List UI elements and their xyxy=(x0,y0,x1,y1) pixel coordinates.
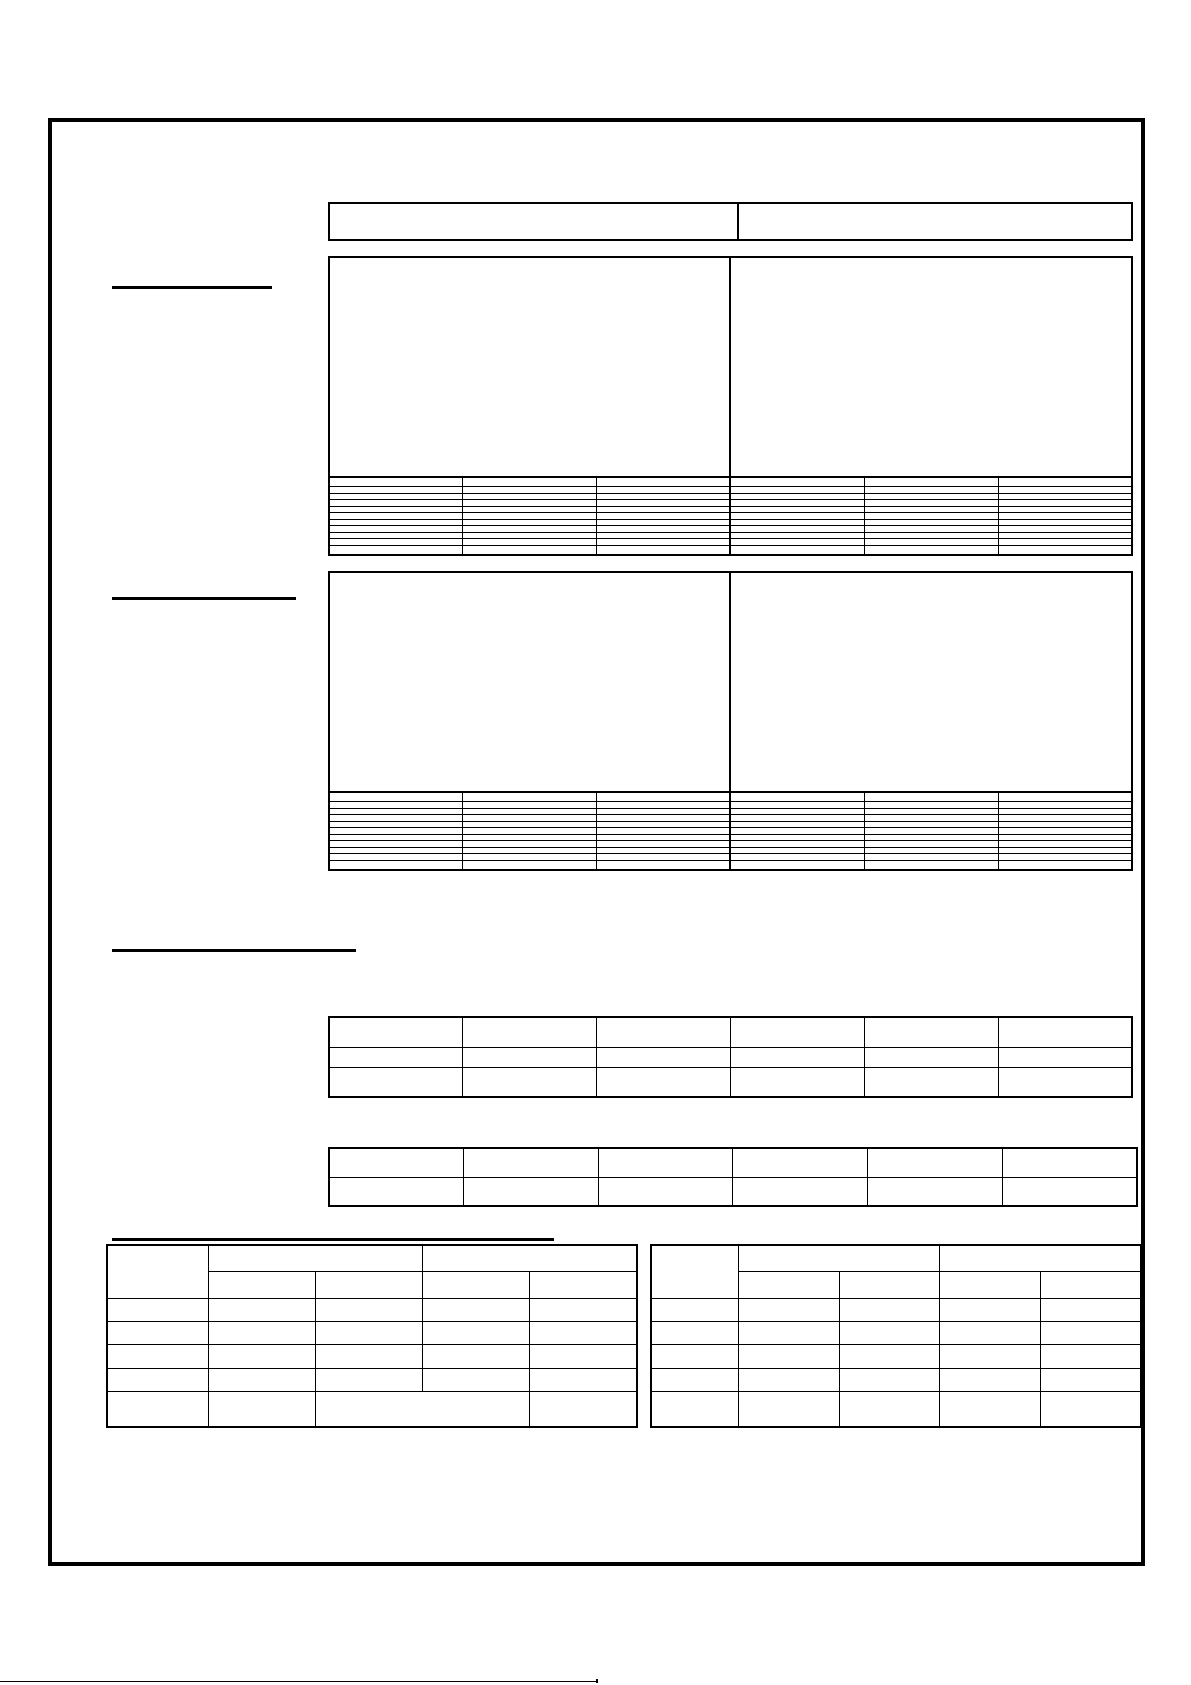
table-cell xyxy=(209,1345,316,1368)
table-cell xyxy=(329,792,463,802)
table-row xyxy=(329,1067,1132,1097)
sub-header-cell xyxy=(423,1271,530,1298)
table-row xyxy=(651,1345,1141,1368)
table-cell xyxy=(209,1321,316,1344)
table-cell xyxy=(998,477,1132,487)
table-cell xyxy=(739,1392,840,1427)
table-row xyxy=(651,1298,1141,1321)
table-row xyxy=(651,1368,1141,1391)
table-cell xyxy=(864,1017,998,1047)
table-cell xyxy=(839,1345,940,1368)
table-cell xyxy=(738,203,1132,240)
table-row xyxy=(329,1047,1132,1067)
top-header-table xyxy=(328,202,1133,241)
table-cell xyxy=(423,1298,530,1321)
table-cell xyxy=(839,1321,940,1344)
table-cell xyxy=(1040,1368,1141,1391)
table-cell xyxy=(1040,1321,1141,1344)
table-cell xyxy=(940,1298,1041,1321)
table-cell xyxy=(329,1067,463,1097)
table-cell xyxy=(864,545,998,555)
table-cell xyxy=(423,1321,530,1344)
table-cell xyxy=(597,792,731,802)
table-header-row xyxy=(651,1245,1141,1271)
table-row xyxy=(107,1321,637,1344)
table-cell xyxy=(329,860,463,870)
table-cell xyxy=(329,1017,463,1047)
table-cell xyxy=(107,1321,209,1344)
table-cell xyxy=(651,1392,739,1427)
table-cell xyxy=(998,1047,1132,1067)
table-cell xyxy=(839,1392,940,1427)
table-row xyxy=(651,1392,1141,1427)
table-cell xyxy=(464,1148,599,1177)
small-table-b xyxy=(328,1147,1138,1207)
table-cell xyxy=(998,1067,1132,1097)
table-row xyxy=(329,477,1132,487)
table-cell xyxy=(107,1368,209,1391)
table-cell xyxy=(316,1345,423,1368)
table-row xyxy=(651,1321,1141,1344)
table-cell xyxy=(651,1321,739,1344)
table-cell xyxy=(864,1047,998,1067)
table-cell xyxy=(730,1067,864,1097)
table-cell xyxy=(530,1345,637,1368)
table-cell xyxy=(598,1177,733,1206)
table-row xyxy=(329,1017,1132,1047)
table-row xyxy=(107,1392,637,1427)
table-cell xyxy=(1040,1298,1141,1321)
table-cell xyxy=(316,1298,423,1321)
table-row xyxy=(329,545,1132,555)
table-header-row xyxy=(329,257,1132,477)
table-cell xyxy=(998,545,1132,555)
table-cell xyxy=(329,1148,464,1177)
table-cell xyxy=(463,477,597,487)
sub-header-cell xyxy=(209,1271,316,1298)
table-cell xyxy=(107,1345,209,1368)
table-header-row xyxy=(107,1245,637,1271)
table-cell xyxy=(868,1148,1003,1177)
bottom-right-table xyxy=(650,1244,1142,1428)
table-cell xyxy=(463,545,597,555)
sub-header-cell xyxy=(530,1271,637,1298)
table-cell xyxy=(730,1047,864,1067)
table-cell xyxy=(329,477,463,487)
table-cell xyxy=(530,1368,637,1391)
table-cell xyxy=(998,860,1132,870)
table-cell xyxy=(739,1298,840,1321)
table-cell xyxy=(329,1047,463,1067)
group-header-cell xyxy=(423,1245,637,1271)
table-cell xyxy=(940,1392,1041,1427)
table-cell xyxy=(316,1321,423,1344)
row-header-cell xyxy=(651,1245,739,1298)
table-cell xyxy=(597,1017,731,1047)
grid-b-table xyxy=(328,571,1133,871)
table-cell xyxy=(733,1177,868,1206)
group-header-cell xyxy=(730,572,1132,792)
table-cell xyxy=(463,1067,597,1097)
table-cell xyxy=(329,203,738,240)
table-cell xyxy=(1002,1148,1137,1177)
table-cell xyxy=(329,545,463,555)
bottom-left-table xyxy=(106,1244,638,1428)
sub-header-cell xyxy=(316,1271,423,1298)
table-cell xyxy=(739,1321,840,1344)
group-header-cell xyxy=(209,1245,423,1271)
table-cell xyxy=(107,1392,209,1427)
footnote-rule xyxy=(0,1681,596,1682)
sub-header-cell xyxy=(739,1271,840,1298)
table-cell xyxy=(209,1298,316,1321)
table-row xyxy=(329,203,1132,240)
table-cell xyxy=(839,1368,940,1391)
table-cell xyxy=(940,1368,1041,1391)
table-cell xyxy=(209,1368,316,1391)
row-header-cell xyxy=(107,1245,209,1298)
section-3-heading-rule xyxy=(112,949,356,952)
table-cell xyxy=(597,860,731,870)
table-cell xyxy=(209,1392,316,1427)
table-cell xyxy=(739,1345,840,1368)
table-row xyxy=(107,1368,637,1391)
table-row xyxy=(329,1177,1137,1206)
table-cell xyxy=(1040,1345,1141,1368)
section-4-heading-rule xyxy=(112,1238,554,1241)
table-cell xyxy=(316,1368,423,1391)
table-cell xyxy=(107,1298,209,1321)
table-row xyxy=(107,1298,637,1321)
grid-a-table xyxy=(328,256,1133,556)
table-cell xyxy=(598,1148,733,1177)
section-1-heading-rule xyxy=(112,286,272,289)
table-cell xyxy=(730,792,864,802)
table-cell xyxy=(463,860,597,870)
table-cell xyxy=(597,545,731,555)
table-row xyxy=(107,1345,637,1368)
table-cell xyxy=(864,860,998,870)
table-cell xyxy=(597,477,731,487)
table-cell xyxy=(730,860,864,870)
group-header-cell xyxy=(329,572,730,792)
table-cell xyxy=(730,545,864,555)
table-cell xyxy=(463,1017,597,1047)
table-cell xyxy=(940,1321,1041,1344)
sub-header-cell xyxy=(940,1271,1041,1298)
table-row xyxy=(329,1148,1137,1177)
group-header-cell xyxy=(739,1245,940,1271)
table-cell xyxy=(868,1177,1003,1206)
table-cell xyxy=(423,1368,530,1391)
table-header-row xyxy=(329,572,1132,792)
table-cell xyxy=(530,1392,637,1427)
small-table-a xyxy=(328,1016,1133,1098)
table-cell xyxy=(316,1392,530,1427)
table-cell xyxy=(463,792,597,802)
table-cell xyxy=(998,1017,1132,1047)
table-cell xyxy=(1040,1392,1141,1427)
table-cell xyxy=(530,1321,637,1344)
table-cell xyxy=(423,1345,530,1368)
table-row xyxy=(329,792,1132,802)
table-cell xyxy=(597,1047,731,1067)
sub-header-cell xyxy=(839,1271,940,1298)
table-cell xyxy=(730,1017,864,1047)
table-row xyxy=(329,860,1132,870)
table-cell xyxy=(530,1298,637,1321)
group-header-cell xyxy=(730,257,1132,477)
table-cell xyxy=(651,1345,739,1368)
table-cell xyxy=(864,1067,998,1097)
table-cell xyxy=(597,1067,731,1097)
table-cell xyxy=(864,477,998,487)
group-header-cell xyxy=(329,257,730,477)
table-cell xyxy=(651,1298,739,1321)
table-cell xyxy=(463,1047,597,1067)
table-cell xyxy=(730,477,864,487)
table-cell xyxy=(998,792,1132,802)
table-cell xyxy=(839,1298,940,1321)
footnote-tick xyxy=(596,1679,598,1683)
table-cell xyxy=(739,1368,840,1391)
table-cell xyxy=(864,792,998,802)
sub-header-cell xyxy=(1040,1271,1141,1298)
table-cell xyxy=(733,1148,868,1177)
table-cell xyxy=(329,1177,464,1206)
table-cell xyxy=(464,1177,599,1206)
section-2-heading-rule xyxy=(112,597,296,600)
table-cell xyxy=(940,1345,1041,1368)
table-cell xyxy=(651,1368,739,1391)
table-cell xyxy=(1002,1177,1137,1206)
group-header-cell xyxy=(940,1245,1141,1271)
